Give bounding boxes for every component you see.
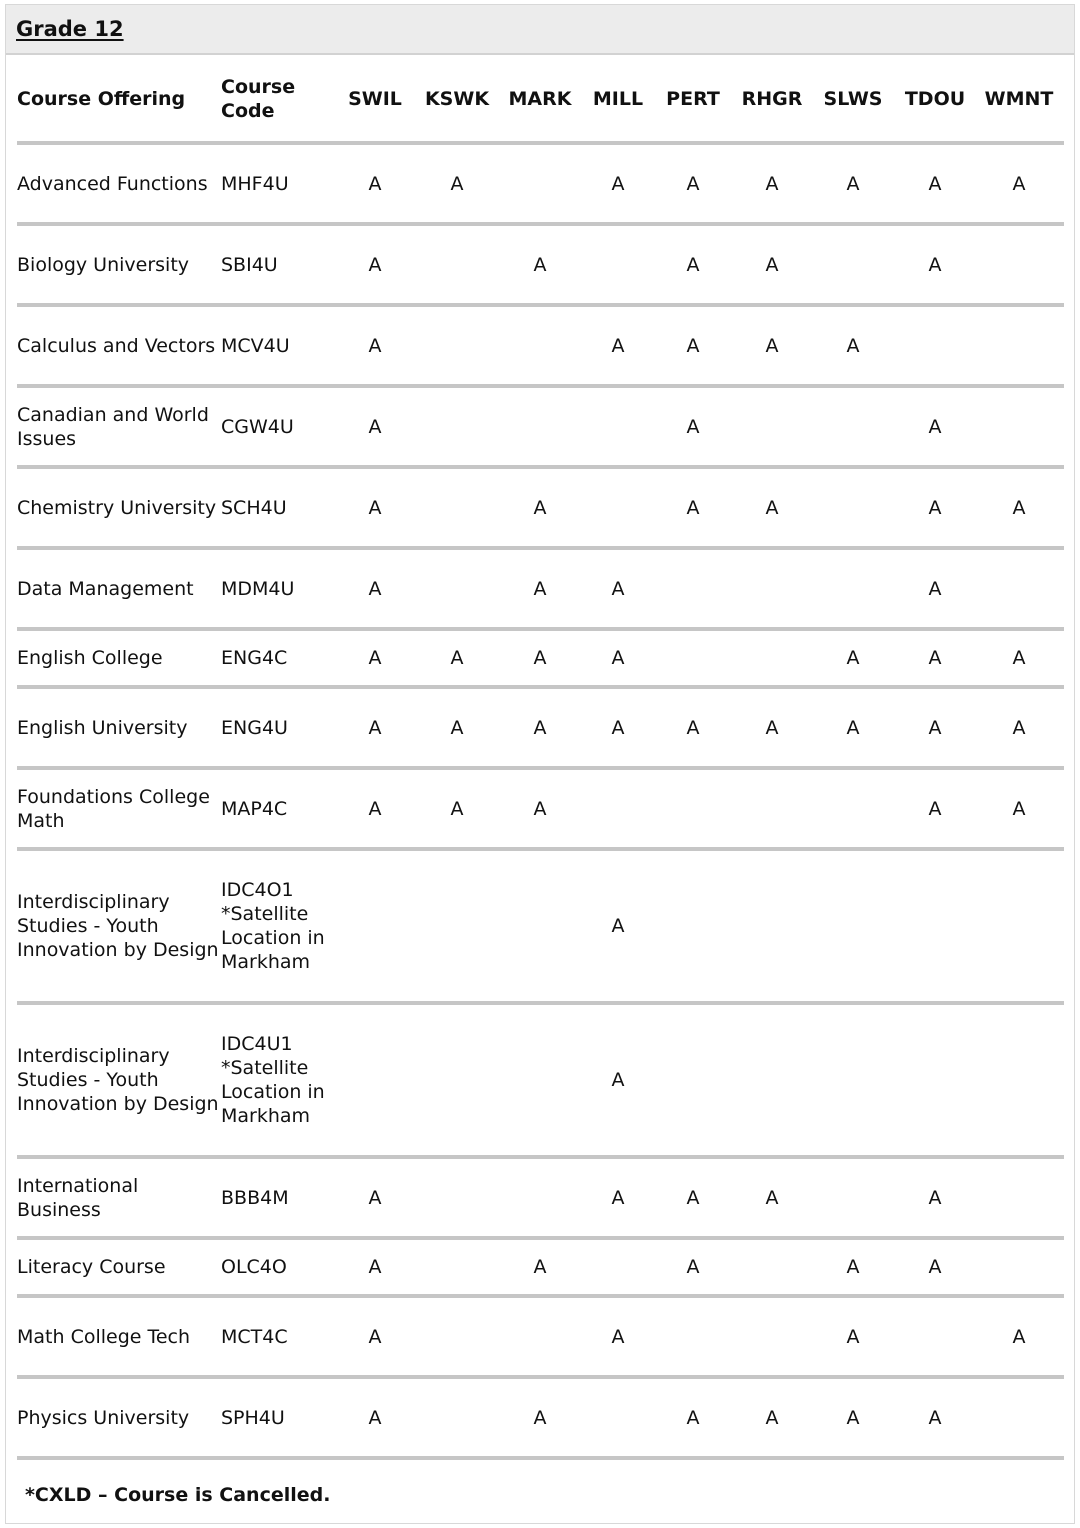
availability-cell: A [496,629,584,687]
availability-cell [418,1157,496,1238]
course-offering-cell: Advanced Functions [17,143,221,224]
course-offering-cell: Physics University [17,1377,221,1458]
table-row [17,224,1064,305]
availability-cell [810,1003,896,1157]
header-site: TDOU [896,57,974,143]
availability-cell: A [652,467,734,548]
availability-cell: A [896,768,974,849]
table-row [17,467,1064,548]
availability-cell: A [584,1296,652,1377]
course-table [17,57,1064,1460]
table-row [17,687,1064,768]
course-code-cell: MCV4U [221,305,332,386]
availability-cell: A [896,548,974,629]
table-row [17,548,1064,629]
availability-cell: A [496,224,584,305]
availability-cell: A [810,143,896,224]
availability-cell: A [896,687,974,768]
availability-cell [734,849,810,1003]
availability-cell: A [810,1296,896,1377]
course-offering-cell: English College [17,629,221,687]
availability-cell: A [332,305,418,386]
header-course-offering: Course Offering [17,57,221,143]
availability-cell [584,224,652,305]
availability-cell [974,305,1064,386]
availability-cell: A [734,224,810,305]
availability-cell: A [734,305,810,386]
availability-cell [418,467,496,548]
availability-cell [734,548,810,629]
availability-cell [652,849,734,1003]
availability-cell: A [896,143,974,224]
header-site: PERT [652,57,734,143]
availability-cell: A [584,548,652,629]
availability-cell: A [418,687,496,768]
course-code-cell: ENG4U [221,687,332,768]
course-code-cell: SPH4U [221,1377,332,1458]
availability-cell [652,548,734,629]
availability-cell [496,386,584,467]
course-offering-cell: Interdisciplinary Studies - Youth Innovation by Design [17,849,221,1003]
availability-cell [496,1157,584,1238]
header-site: SLWS [810,57,896,143]
availability-cell [734,1296,810,1377]
course-code-cell: IDC4U1 *Satellite Location in Markham [221,1003,332,1157]
availability-cell: A [332,467,418,548]
availability-cell [896,849,974,1003]
availability-cell: A [734,143,810,224]
section-title: Grade 12 [16,17,124,41]
course-code-cell: IDC4O1 *Satellite Location in Markham [221,849,332,1003]
course-code-cell: OLC4O [221,1238,332,1296]
availability-cell [896,305,974,386]
availability-cell [496,849,584,1003]
course-offering-cell: Literacy Course [17,1238,221,1296]
header-site: RHGR [734,57,810,143]
availability-cell: A [974,467,1064,548]
table-row [17,1003,1064,1157]
availability-cell [734,629,810,687]
availability-cell: A [584,629,652,687]
availability-cell: A [734,1377,810,1458]
availability-cell [652,1296,734,1377]
header-site: MARK [496,57,584,143]
availability-cell [418,386,496,467]
availability-cell: A [418,768,496,849]
course-code-cell: BBB4M [221,1157,332,1238]
availability-cell [332,1003,418,1157]
availability-cell [810,224,896,305]
table-row [17,1157,1064,1238]
course-offering-cell: International Business [17,1157,221,1238]
availability-cell [734,1003,810,1157]
course-code-cell: SBI4U [221,224,332,305]
availability-cell: A [810,687,896,768]
availability-cell [652,629,734,687]
course-code-cell: SCH4U [221,467,332,548]
table-row [17,1377,1064,1458]
availability-cell [418,548,496,629]
availability-cell [974,1377,1064,1458]
availability-cell [974,1157,1064,1238]
availability-cell [496,1003,584,1157]
availability-cell: A [332,1238,418,1296]
availability-cell: A [810,1377,896,1458]
course-offering-cell: Interdisciplinary Studies - Youth Innovation by Design [17,1003,221,1157]
availability-cell: A [332,386,418,467]
availability-cell [810,849,896,1003]
table-row [17,768,1064,849]
table-row [17,849,1064,1003]
availability-cell: A [652,687,734,768]
availability-cell [652,768,734,849]
availability-cell: A [896,629,974,687]
availability-cell [418,1003,496,1157]
availability-cell [810,768,896,849]
availability-cell: A [810,1238,896,1296]
availability-cell: A [896,224,974,305]
table-row [17,386,1064,467]
cancelled-footnote: *CXLD – Course is Cancelled. [25,1484,331,1506]
availability-cell: A [734,467,810,548]
availability-cell: A [734,1157,810,1238]
availability-cell [974,849,1064,1003]
availability-cell [734,1238,810,1296]
course-offering-cell: Canadian and World Issues [17,386,221,467]
availability-cell: A [496,548,584,629]
table-row [17,1238,1064,1296]
availability-cell [418,305,496,386]
availability-cell [418,1296,496,1377]
availability-cell: A [810,629,896,687]
availability-cell [418,1238,496,1296]
availability-cell [974,548,1064,629]
availability-cell [584,768,652,849]
header-row [17,57,1064,143]
table-row [17,143,1064,224]
course-code-cell: MAP4C [221,768,332,849]
header-site: MILL [584,57,652,143]
availability-cell: A [974,629,1064,687]
availability-cell: A [332,687,418,768]
availability-cell: A [734,687,810,768]
availability-cell [896,1003,974,1157]
course-code-cell: CGW4U [221,386,332,467]
availability-cell: A [496,467,584,548]
course-offering-cell: Data Management [17,548,221,629]
availability-cell [584,467,652,548]
availability-cell: A [652,1238,734,1296]
availability-cell [810,386,896,467]
availability-cell: A [652,305,734,386]
availability-cell: A [496,1238,584,1296]
availability-cell: A [332,629,418,687]
availability-cell: A [896,1238,974,1296]
availability-cell: A [584,143,652,224]
availability-cell: A [974,687,1064,768]
availability-cell [418,849,496,1003]
section-header [6,5,1074,55]
availability-cell: A [652,224,734,305]
course-offering-cell: English University [17,687,221,768]
availability-cell: A [974,768,1064,849]
availability-cell: A [584,305,652,386]
availability-cell [332,849,418,1003]
availability-cell [734,768,810,849]
course-offering-cell: Biology University [17,224,221,305]
availability-cell [418,224,496,305]
availability-cell: A [584,1003,652,1157]
availability-cell: A [496,687,584,768]
availability-cell [974,1238,1064,1296]
availability-cell: A [332,768,418,849]
availability-cell: A [652,1377,734,1458]
availability-cell [810,467,896,548]
availability-cell: A [896,1157,974,1238]
course-offering-cell: Math College Tech [17,1296,221,1377]
availability-cell: A [652,1157,734,1238]
availability-cell: A [418,629,496,687]
availability-cell: A [584,1157,652,1238]
course-code-cell: ENG4C [221,629,332,687]
table-row [17,629,1064,687]
course-code-cell: MHF4U [221,143,332,224]
availability-cell [652,1003,734,1157]
course-table-body [17,143,1064,1458]
availability-cell [584,386,652,467]
availability-cell: A [332,1296,418,1377]
availability-cell: A [332,143,418,224]
availability-cell: A [332,548,418,629]
availability-cell: A [974,1296,1064,1377]
availability-cell: A [652,143,734,224]
availability-cell [974,224,1064,305]
table-row [17,1296,1064,1377]
availability-cell [974,1003,1064,1157]
availability-cell: A [896,467,974,548]
course-offering-cell: Foundations College Math [17,768,221,849]
availability-cell [496,305,584,386]
availability-cell [810,1157,896,1238]
course-code-cell: MDM4U [221,548,332,629]
availability-cell: A [652,386,734,467]
availability-cell [584,1377,652,1458]
availability-cell: A [896,1377,974,1458]
availability-cell [496,1296,584,1377]
availability-cell [810,548,896,629]
header-site: WMNT [974,57,1064,143]
availability-cell [734,386,810,467]
availability-cell [584,1238,652,1296]
availability-cell: A [810,305,896,386]
header-site: SWIL [332,57,418,143]
availability-cell: A [896,386,974,467]
availability-cell: A [418,143,496,224]
table-row [17,305,1064,386]
course-offering-cell: Calculus and Vectors [17,305,221,386]
header-course-code: Course Code [221,57,332,143]
grade-12-panel [5,4,1075,1524]
availability-cell: A [584,687,652,768]
header-site: KSWK [418,57,496,143]
availability-cell [896,1296,974,1377]
availability-cell [418,1377,496,1458]
course-offering-cell: Chemistry University [17,467,221,548]
availability-cell: A [974,143,1064,224]
availability-cell: A [332,1377,418,1458]
course-code-cell: MCT4C [221,1296,332,1377]
availability-cell: A [332,224,418,305]
availability-cell: A [332,1157,418,1238]
availability-cell: A [496,1377,584,1458]
availability-cell [974,386,1064,467]
availability-cell: A [584,849,652,1003]
availability-cell: A [496,768,584,849]
availability-cell [496,143,584,224]
